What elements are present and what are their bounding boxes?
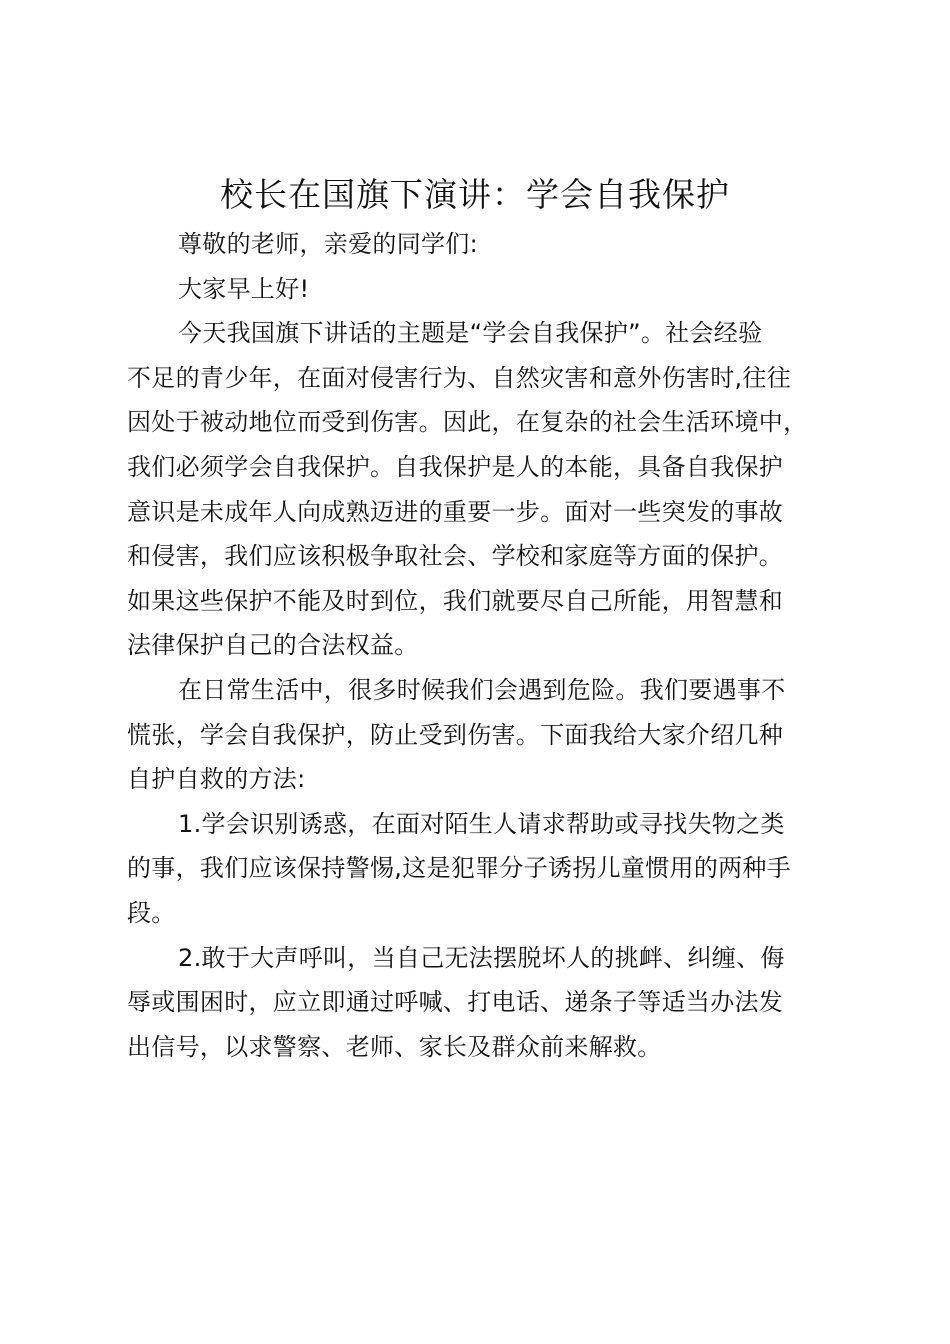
text-line: 不足的青少年，在面对侵害行为、自然灾害和意外伤害时,往往 (127, 363, 792, 392)
text-line: 今天我国旗下讲话的主题是“学会自我保护”。社会经验 (178, 319, 763, 348)
text-line: 出信号，以求警察、老师、家长及群众前来解救。 (127, 1032, 662, 1061)
text-line: 的事，我们应该保持警惕,这是犯罪分子诱拐儿童惯用的两种手 (127, 854, 792, 883)
text-line: 在日常生活中，很多时候我们会遇到危险。我们要遇事不 (178, 675, 786, 704)
text-line: 我们必须学会自我保护。自我保护是人的本能，具备自我保护 (127, 452, 784, 481)
text-line: 2.敢于大声呼叫，当自己无法摆脱坏人的挑衅、纠缠、侮 (178, 943, 785, 972)
text-line: 法律保护自己的合法权益。 (127, 631, 419, 660)
text-line: 意识是未成年人向成熟迈进的重要一步。面对一些突发的事故 (127, 497, 784, 526)
text-line: 因处于被动地位而受到伤害。因此，在复杂的社会生活环境中， (127, 408, 808, 437)
text-line: 1.学会识别诱惑，在面对陌生人请求帮助或寻找失物之类 (178, 809, 785, 838)
text-line: 辱或围困时，应立即通过呼喊、打电话、递条子等适当办法发 (127, 988, 784, 1017)
text-line: 慌张，学会自我保护，防止受到伤害。下面我给大家介绍几种 (127, 720, 784, 749)
text-line: 如果这些保护不能及时到位，我们就要尽自己所能，用智慧和 (127, 586, 784, 615)
text-line: 和侵害，我们应该积极争取社会、学校和家庭等方面的保护。 (127, 542, 784, 571)
document-title: 校长在国旗下演讲：学会自我保护 (220, 175, 730, 214)
text-line: 段。 (127, 898, 176, 927)
document-body (127, 222, 837, 1069)
text-line: 大家早上好! (178, 274, 310, 303)
text-line: 自护自救的方法: (127, 765, 306, 794)
text-line: 尊敬的老师，亲爱的同学们: (178, 230, 478, 258)
